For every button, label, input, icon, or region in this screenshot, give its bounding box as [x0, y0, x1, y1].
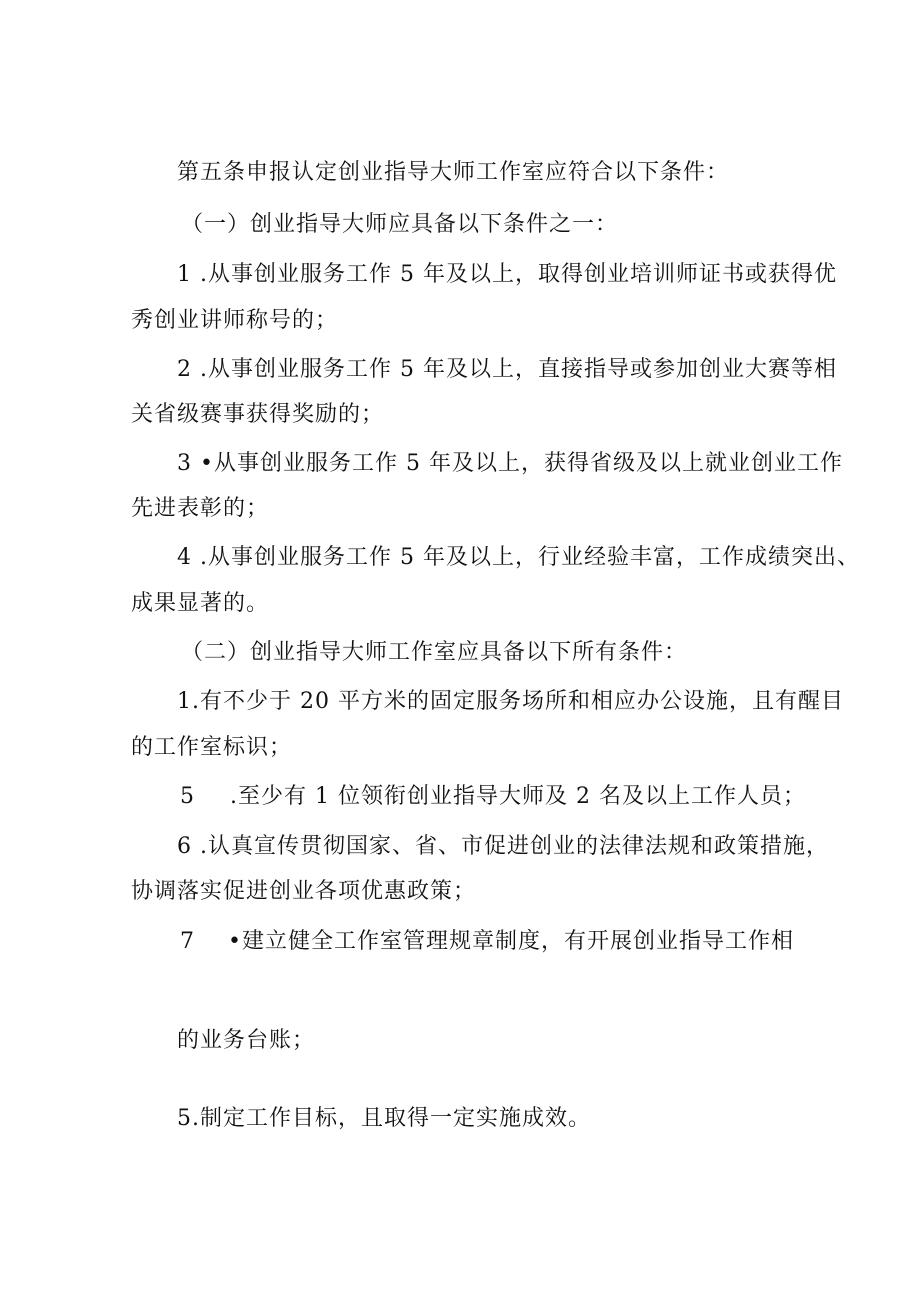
condition-6-line-1: 6 .认真宣传贯彻国家、省、市促进创业的法律法规和政策措施，	[177, 834, 829, 859]
condition-7-text: •建立健全工作室管理规章制度，有开展创业指导工作相	[228, 929, 794, 954]
condition-1-line-2: 的工作室标识；	[131, 735, 293, 760]
section-two-heading: （二）创业指导大师工作室应具备以下所有条件：	[181, 640, 688, 665]
item-1-line-1: 1 .从事创业服务工作 5 年及以上，取得创业培训师证书或获得优	[177, 262, 837, 287]
condition-1-line-1: 1.有不少于 20 平方米的固定服务场所和相应办公设施，且有醒目	[177, 689, 844, 714]
item-3-line-1: 3 •从事创业服务工作 5 年及以上，获得省级及以上就业创业工作	[177, 451, 843, 476]
item-1-line-2: 秀创业讲师称号的；	[131, 308, 339, 333]
item-3-line-2: 先进表彰的；	[131, 496, 270, 521]
item-2-line-1: 2 .从事创业服务工作 5 年及以上，直接指导或参加创业大赛等相	[177, 357, 837, 382]
condition-6-line-2: 协调落实促进创业各项优惠政策；	[131, 879, 477, 904]
condition-5-number: 5	[180, 784, 195, 809]
item-2-line-2: 关省级赛事获得奖励的；	[131, 402, 385, 427]
section-one-heading: （一）创业指导大师应具备以下条件之一：	[181, 212, 619, 237]
condition-7-continuation: 的业务台账；	[177, 1028, 316, 1053]
article-heading: 第五条申报认定创业指导大师工作室应符合以下条件：	[177, 160, 730, 185]
condition-7-number: 7	[180, 929, 195, 954]
condition-last: 5.制定工作目标，且取得一定实施成效。	[177, 1106, 591, 1131]
item-4-line-1: 4 .从事创业服务工作 5 年及以上，行业经验丰富，工作成绩突出、	[177, 545, 860, 570]
item-4-line-2: 成果显著的。	[131, 591, 270, 616]
condition-5-text: .至少有 1 位领衔创业指导大师及 2 名及以上工作人员；	[230, 784, 806, 809]
